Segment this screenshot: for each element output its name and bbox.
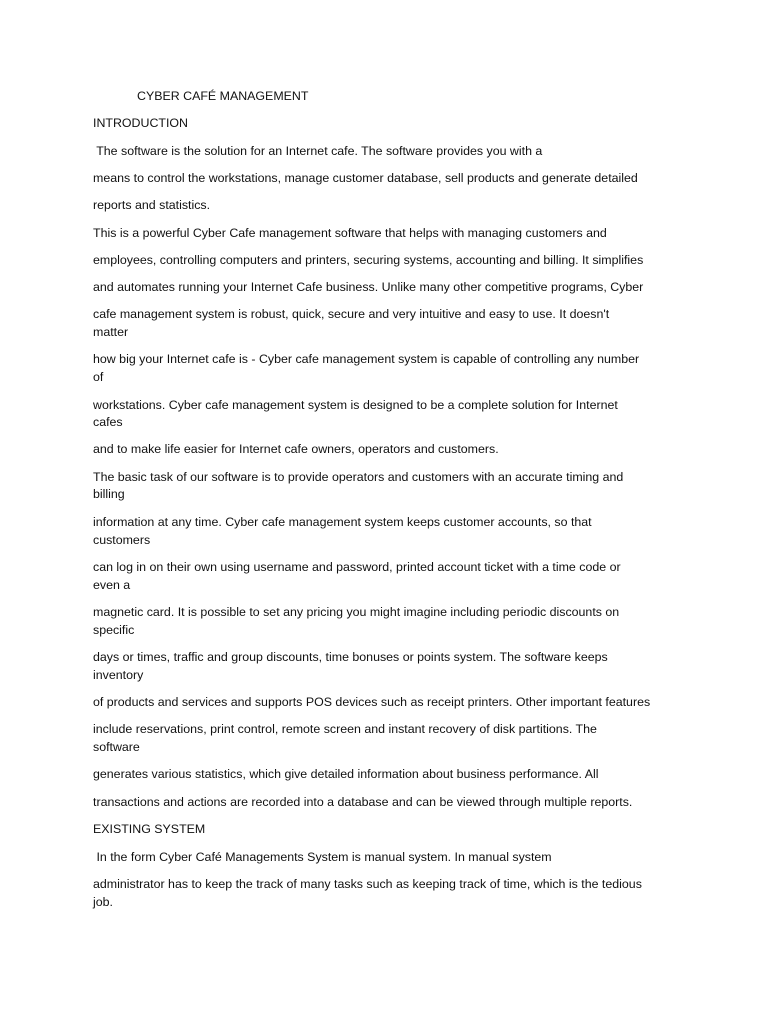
paragraph-line: and automates running your Internet Cafe business. Unlike many other competitive programs, Cyber	[93, 280, 644, 294]
paragraph-line: generates various statistics, which give detailed information about business performance. All	[93, 767, 599, 781]
paragraph-line: billing	[93, 487, 125, 501]
paragraph-line: days or times, traffic and group discounts, time bonuses or points system. The software keeps	[93, 650, 608, 664]
section-heading-introduction: INTRODUCTION	[93, 116, 188, 130]
paragraph-line: of products and services and supports POS devices such as receipt printers. Other important features	[93, 695, 651, 709]
paragraph-line: This is a powerful Cyber Cafe management software that helps with managing customers and	[93, 226, 607, 240]
paragraph-line: information at any time. Cyber cafe management system keeps customer accounts, so that	[93, 515, 592, 529]
paragraph-line: magnetic card. It is possible to set any pricing you might imagine including periodic discounts on	[93, 605, 620, 619]
paragraph-line: The software is the solution for an Internet cafe. The software provides you with a	[93, 144, 543, 158]
paragraph-line: The basic task of our software is to provide operators and customers with an accurate timing and	[93, 470, 624, 484]
paragraph-line: of	[93, 370, 104, 384]
paragraph-line: specific	[93, 623, 135, 637]
paragraph-line: administrator has to keep the track of many tasks such as keeping track of time, which is the tedious	[93, 877, 642, 891]
paragraph-line: employees, controlling computers and printers, securing systems, accounting and billing. It simplifies	[93, 253, 644, 267]
paragraph-line: workstations. Cyber cafe management system is designed to be a complete solution for Internet	[93, 398, 618, 412]
paragraph-line: means to control the workstations, manage customer database, sell products and generate detailed	[93, 171, 638, 185]
paragraph-line: reports and statistics.	[93, 198, 211, 212]
paragraph-line: cafes	[93, 415, 123, 429]
paragraph-line: how big your Internet cafe is - Cyber cafe management system is capable of controlling any number	[93, 352, 640, 366]
document-title: CYBER CAFÉ MANAGEMENT	[137, 89, 309, 103]
paragraph-line: customers	[93, 533, 151, 547]
paragraph-line: job.	[93, 895, 113, 909]
paragraph-line: inventory	[93, 668, 144, 682]
section-heading-existing-system: EXISTING SYSTEM	[93, 822, 206, 836]
paragraph-line: can log in on their own using username and password, printed account ticket with a time code or	[93, 560, 621, 574]
paragraph-line: even a	[93, 578, 131, 592]
paragraph-line: In the form Cyber Café Managements System is manual system. In manual system	[93, 850, 552, 864]
paragraph-line: matter	[93, 325, 129, 339]
paragraph-line: cafe management system is robust, quick, secure and very intuitive and easy to use. It doesn't	[93, 307, 610, 321]
paragraph-line: transactions and actions are recorded into a database and can be viewed through multiple reports.	[93, 795, 633, 809]
paragraph-line: include reservations, print control, remote screen and instant recovery of disk partitions. The	[93, 722, 597, 736]
paragraph-line: software	[93, 740, 140, 754]
paragraph-line: and to make life easier for Internet cafe owners, operators and customers.	[93, 442, 499, 456]
